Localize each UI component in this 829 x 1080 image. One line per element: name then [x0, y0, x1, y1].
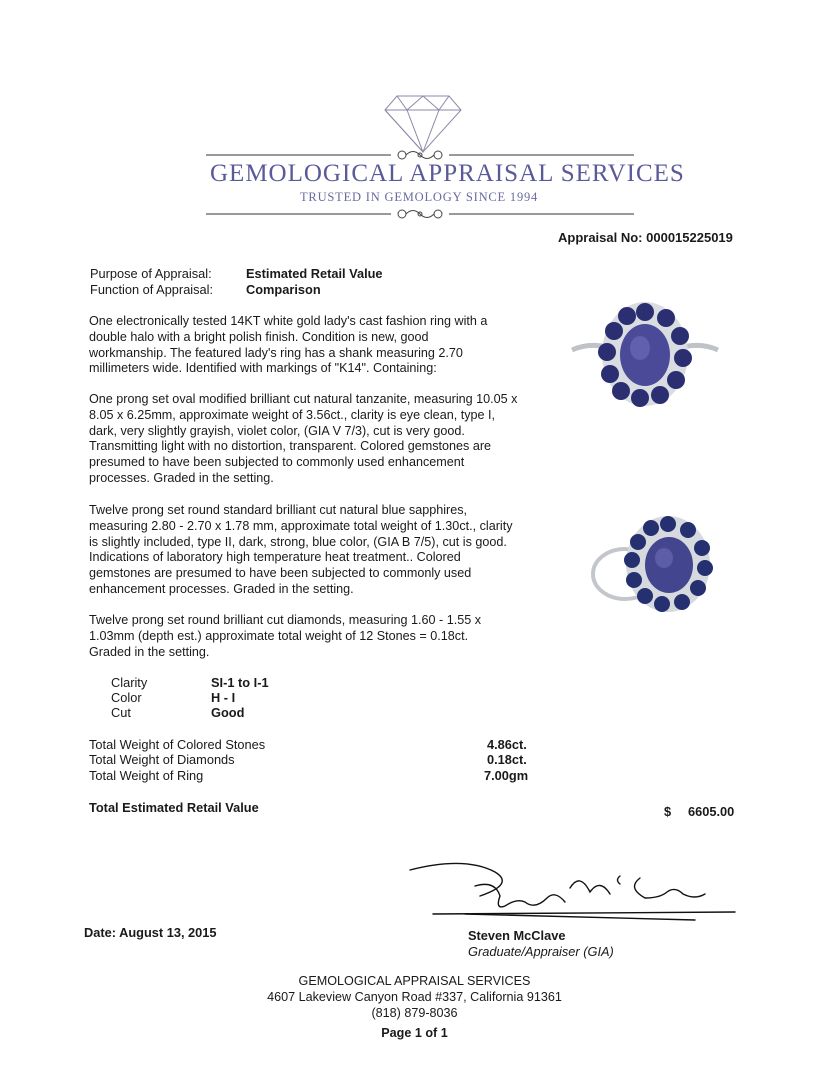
report-date: Date: August 13, 2015	[84, 925, 217, 940]
description-paragraph-3: Twelve prong set round standard brilliant cut natural blue sapphires, measuring 2.80 - 2.70 x 1.78 mm, approximate total weight of 1.30ct., clarity is slightly included, type II, dark, strong, blue color, (GIA B 7/5), cut is good. Indications of laboratory high temperature heat treatment.. Colored gemstones are presumed to have been subjected to commonly used enhancement processes. Graded in the setting.	[89, 503, 513, 596]
weight-diamonds-value: 0.18ct.	[487, 752, 527, 767]
bottom-ornament-line	[206, 207, 634, 221]
grading-clarity-label: Clarity	[111, 675, 148, 690]
weight-colored-value: 4.86ct.	[487, 737, 527, 752]
description-paragraph-2: One prong set oval modified brilliant cut natural tanzanite, measuring 10.05 x 8.05 x 6.25mm, approximate weight of 3.56ct., clarity is eye clean, type I, dark, very slightly grayish, violet color, (GIA V 7/3), cut is very good. Transmitting light with no distortion, transparent. Colored gemstones are presumed to have been subjected to commonly used enhancement processes. Graded in the setting.	[89, 392, 518, 485]
description-paragraph-1: One electronically tested 14KT white gold lady's cast fashion ring with a double halo with a bright polish finish. Condition is new, good workmanship. The featured lady's ring has a shank measuring 2.70 millimeters wide. Identified with markings of "K14". Containing:	[89, 314, 488, 376]
description-paragraph-4: Twelve prong set round brilliant cut diamonds, measuring 1.60 - 1.55 x 1.03mm (depth est.) approximate total weight of 12 Stones = 0.18ct. Graded in the setting.	[89, 613, 482, 659]
total-value-label: Total Estimated Retail Value	[89, 800, 259, 815]
company-logo-title: GEMOLOGICAL APPRAISAL SERVICES	[210, 160, 685, 187]
ring-photo-top	[570, 298, 720, 418]
appraiser-name: Steven McClave	[468, 928, 566, 943]
grading-cut-label: Cut	[111, 705, 131, 720]
total-amount: 6605.00	[688, 804, 735, 819]
weight-ring-label: Total Weight of Ring	[89, 768, 204, 783]
page-number: Page 1 of 1	[381, 1026, 448, 1040]
diamond-logo-icon	[383, 94, 463, 154]
footer-address: 4607 Lakeview Canyon Road #337, California 91361	[267, 990, 562, 1004]
purpose-label: Purpose of Appraisal:	[90, 266, 212, 281]
grading-clarity-value: SI-1 to I-1	[211, 675, 269, 690]
grading-cut-value: Good	[211, 705, 245, 720]
function-label: Function of Appraisal:	[90, 282, 214, 297]
appraiser-signature	[405, 858, 740, 924]
footer-company: GEMOLOGICAL APPRAISAL SERVICES	[298, 974, 531, 988]
total-currency: $	[664, 804, 672, 819]
weight-ring-value: 7.00gm	[484, 768, 529, 783]
company-tagline: TRUSTED IN GEMOLOGY SINCE 1994	[300, 190, 539, 204]
function-value: Comparison	[246, 282, 321, 297]
footer-phone: (818) 879-8036	[371, 1006, 458, 1020]
ring-photo-side	[590, 508, 720, 620]
purpose-value: Estimated Retail Value	[246, 266, 383, 281]
appraisal-number: Appraisal No: 000015225019	[558, 230, 733, 245]
weight-colored-label: Total Weight of Colored Stones	[89, 737, 266, 752]
appraiser-title: Graduate/Appraiser (GIA)	[468, 944, 614, 959]
grading-color-label: Color	[111, 690, 142, 705]
grading-color-value: H - I	[211, 690, 236, 705]
weight-diamonds-label: Total Weight of Diamonds	[89, 752, 235, 767]
